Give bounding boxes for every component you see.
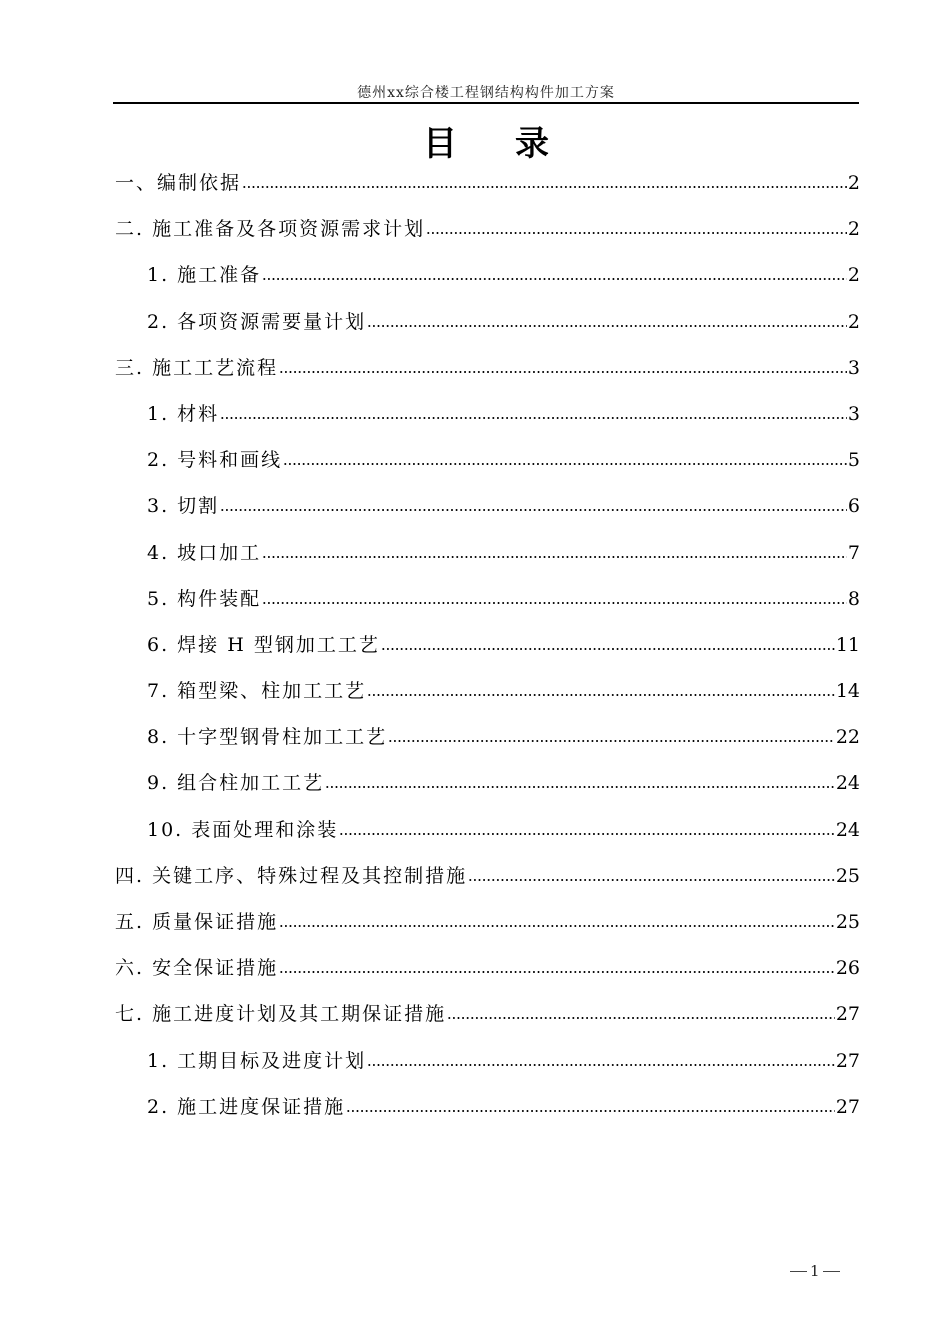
toc-entry[interactable] [115,722,860,768]
toc-entry-label: 7. 箱型梁、柱加工工艺 [147,680,367,703]
toc-entry-page: 24 [835,818,860,841]
toc-heading: 目录 [423,124,607,164]
toc-entry[interactable] [115,861,860,907]
toc-entry-label: 六. 安全保证措施 [115,957,279,980]
toc-entry-page: 27 [835,1049,860,1072]
toc-entry[interactable] [115,538,860,584]
toc-dot-leader [242,171,847,191]
toc-entry-label: 2. 各项资源需要量计划 [147,310,367,333]
toc-dot-leader [367,1049,835,1069]
toc-entry[interactable] [115,353,860,399]
toc-entry-page: 22 [835,726,860,749]
toc-entry-label: 三. 施工工艺流程 [115,356,279,379]
toc-dot-leader [388,725,835,745]
toc-entry-page: 2 [847,172,860,194]
toc-entry[interactable] [115,630,860,676]
toc-entry-page: 3 [847,356,860,379]
toc-entry[interactable] [115,168,860,214]
page-number: 1 [810,1262,820,1280]
toc-entry-page: 25 [835,911,860,933]
toc-dot-leader [447,1002,835,1022]
toc-dot-leader [262,541,847,561]
toc-dot-leader [426,217,847,237]
toc-entry-label: 二. 施工准备及各项资源需求计划 [115,218,426,241]
toc-dot-leader [283,448,847,468]
toc-entry-page: 11 [835,633,860,656]
toc-entry[interactable] [115,214,860,260]
toc-dot-leader [220,494,847,514]
toc-entry-label: 2. 号料和画线 [147,449,283,472]
footer-dash-right [823,1271,840,1272]
toc-dot-leader [367,679,835,699]
toc-dot-leader [262,587,847,607]
toc-entry-label: 四. 关键工序、特殊过程及其控制措施 [115,864,468,887]
toc-entry-page: 7 [847,541,860,564]
toc-dot-leader [346,1095,835,1115]
toc-entry-page: 5 [847,449,860,472]
toc-entry-page: 3 [847,402,860,425]
toc-entry-label: 6. 焊接 H 型钢加工工艺 [147,633,380,656]
toc-dot-leader [220,402,847,422]
table-of-contents [115,168,860,1138]
toc-entry[interactable] [115,999,860,1045]
toc-entry-label: 9. 组合柱加工工艺 [147,772,325,795]
toc-entry-page: 24 [835,772,860,795]
toc-entry[interactable] [115,445,860,491]
toc-entry-label: 1. 材料 [147,402,220,425]
toc-entry[interactable] [115,491,860,537]
toc-entry[interactable] [115,815,860,861]
toc-dot-leader [262,263,847,283]
toc-entry-label: 七. 施工进度计划及其工期保证措施 [115,1003,447,1026]
toc-entry-label: 4. 坡口加工 [147,541,262,564]
toc-entry[interactable] [115,953,860,999]
toc-entry[interactable] [115,399,860,445]
toc-dot-leader [279,956,835,976]
toc-entry-page: 25 [835,864,860,887]
toc-entry[interactable] [115,1046,860,1092]
toc-entry-page: 14 [835,680,860,703]
toc-entry[interactable] [115,307,860,353]
toc-dot-leader [381,633,835,653]
toc-dot-leader [279,356,847,376]
toc-entry-page: 2 [847,264,860,287]
toc-entry-page: 8 [847,587,860,610]
toc-entry[interactable] [115,907,860,953]
toc-entry-page: 2 [847,310,860,333]
toc-entry-label: 10. 表面处理和涂装 [147,818,339,841]
toc-entry[interactable] [115,584,860,630]
toc-entry-page: 2 [847,218,860,241]
running-header-title: 德州xx综合楼工程钢结构构件加工方案 [357,85,615,101]
page-number-footer [790,1262,840,1280]
toc-entry-label: 5. 构件装配 [147,587,262,610]
toc-entry-page: 6 [847,495,860,518]
toc-entry[interactable] [115,260,860,306]
toc-entry[interactable] [115,768,860,814]
toc-entry-page: 26 [835,957,860,980]
toc-dot-leader [279,910,835,930]
toc-entry[interactable] [115,676,860,722]
toc-entry[interactable] [115,1092,860,1138]
toc-entry-label: 3. 切割 [147,495,220,518]
toc-entry-label: 1. 施工准备 [147,264,262,287]
toc-entry-label: 2. 施工进度保证措施 [147,1095,346,1118]
toc-dot-leader [339,818,835,838]
toc-entry-label: 1. 工期目标及进度计划 [147,1049,367,1072]
footer-dash-left [790,1271,807,1272]
toc-entry-page: 27 [835,1003,860,1026]
toc-entry-label: 一、编制依据 [115,172,242,194]
toc-dot-leader [468,864,835,884]
toc-dot-leader [325,771,835,791]
toc-entry-label: 8. 十字型钢骨柱加工工艺 [147,726,388,749]
header-divider [113,102,859,104]
toc-dot-leader [367,310,847,330]
toc-entry-label: 五. 质量保证措施 [115,911,279,933]
toc-entry-page: 27 [835,1095,860,1118]
